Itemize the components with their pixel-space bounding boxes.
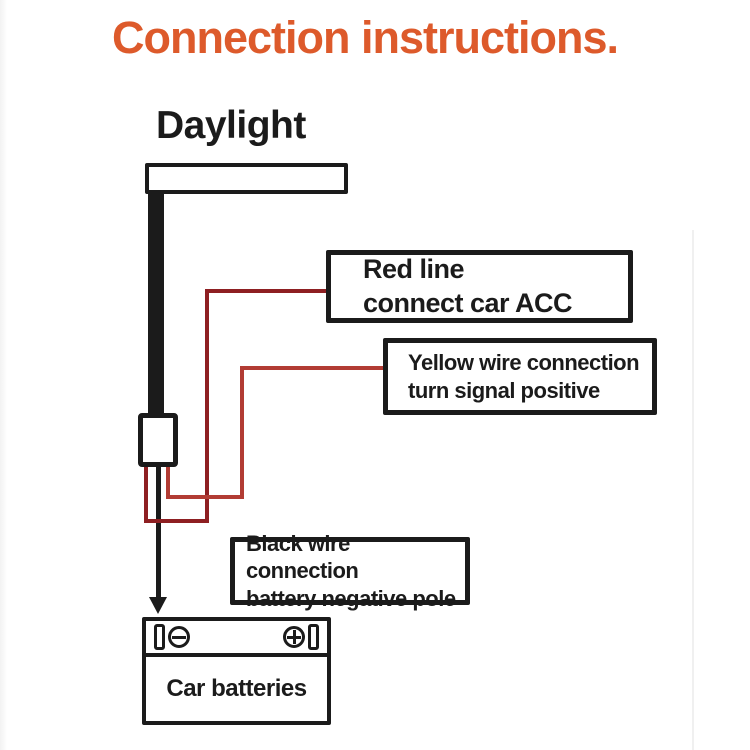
battery-terminals-row xyxy=(146,621,327,657)
red-acc-wire-segment xyxy=(209,289,326,293)
acc-label-line1: Red line xyxy=(363,253,465,284)
main-cable-wire xyxy=(148,192,164,416)
ground-label-line2: battery negative pole xyxy=(246,585,456,611)
wiring-connector-box xyxy=(138,413,178,467)
car-battery xyxy=(142,617,331,725)
daylight-label: Daylight xyxy=(156,104,306,147)
yellow-turn-wire-segment xyxy=(244,366,383,370)
ground-wire-label-box xyxy=(230,530,470,611)
negative-terminal-group xyxy=(154,624,190,650)
positive-terminal-icon xyxy=(283,626,305,648)
arrow-down-icon xyxy=(149,597,167,614)
black-ground-wire xyxy=(156,465,161,600)
yellow-turn-wire-segment xyxy=(166,465,170,499)
red-acc-wire-segment xyxy=(144,465,148,523)
acc-label-line2: connect car ACC xyxy=(363,287,573,318)
battery-label: Car batteries xyxy=(166,675,307,702)
ground-label-line1: Black wire connection xyxy=(246,530,359,584)
turn-label-line1: Yellow wire connection xyxy=(408,350,640,375)
positive-terminal-group xyxy=(283,624,319,650)
yellow-turn-wire-segment xyxy=(240,366,244,499)
acc-wire-label-box xyxy=(326,250,633,323)
battery-post-icon xyxy=(154,624,165,650)
turn-signal-wire-label-box xyxy=(383,338,657,415)
daylight-bar-shape xyxy=(145,163,348,194)
yellow-turn-wire-segment xyxy=(166,495,244,499)
negative-terminal-icon xyxy=(168,626,190,648)
page-title: Connection instructions. xyxy=(111,12,618,63)
red-acc-wire-segment xyxy=(144,519,209,523)
battery-post-icon xyxy=(308,624,319,650)
turn-label-line2: turn signal positive xyxy=(408,377,600,403)
photo-edge-left xyxy=(0,0,7,750)
red-acc-wire-segment xyxy=(205,289,209,523)
photo-edge-right xyxy=(692,230,694,750)
